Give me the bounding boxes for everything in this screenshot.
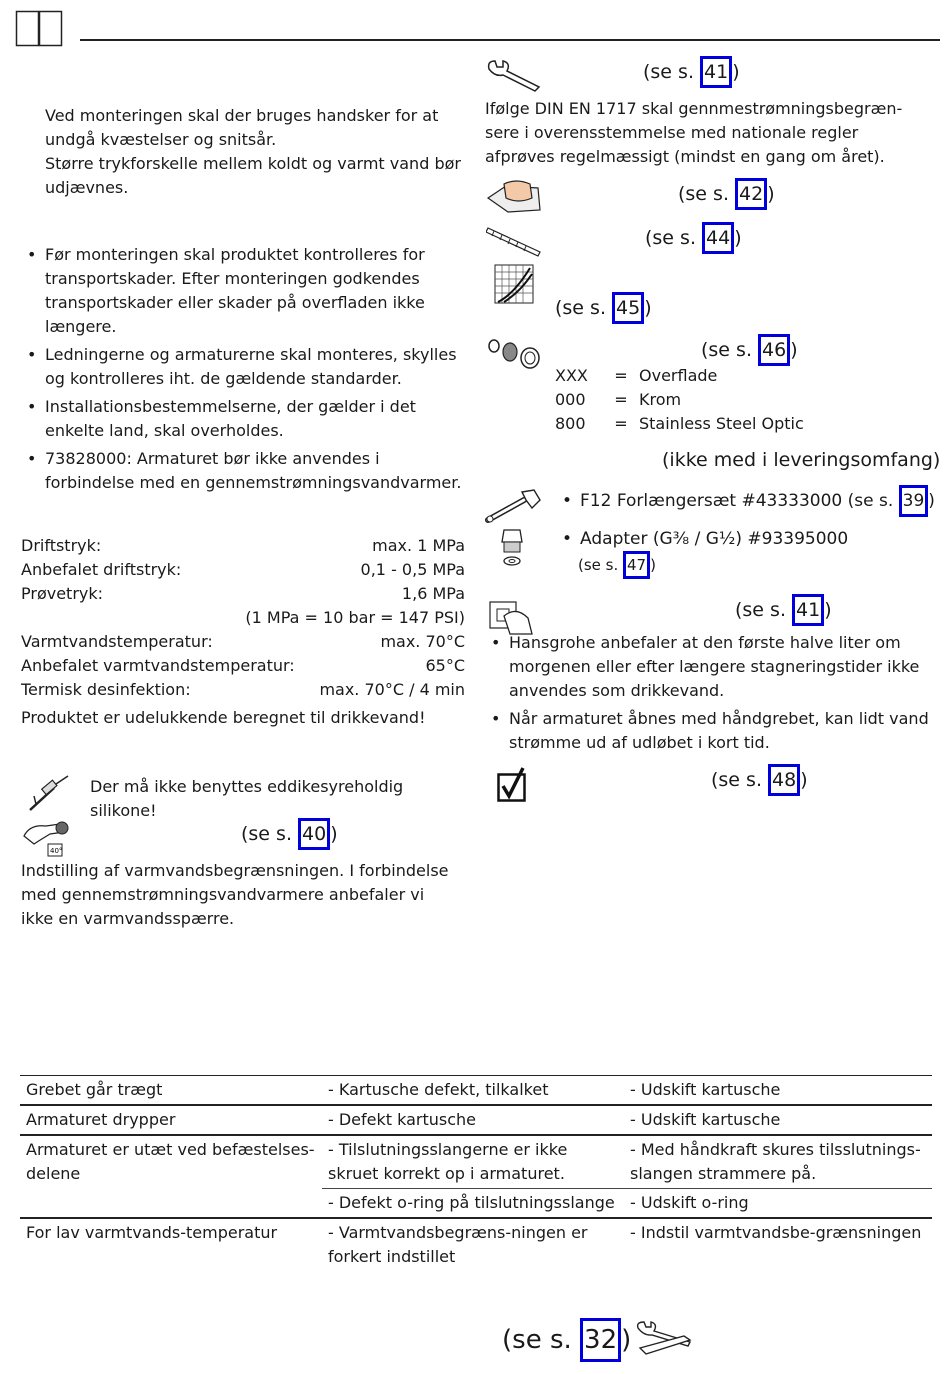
cause-cell: - Defekt kartusche	[328, 1110, 477, 1129]
spec-value: max. 70°C	[380, 632, 465, 651]
page-ref-link[interactable]: 48	[768, 764, 800, 796]
problem-cell: Grebet går trægt	[26, 1080, 163, 1099]
spec-list	[21, 534, 465, 730]
remedy-cell: - Indstil varmtvandsbe-grænsningen	[630, 1223, 922, 1242]
checkbox-icon	[497, 766, 527, 804]
accessory-2: • Adapter (G⅜ / G½) #93395000 (se s. 47 )	[560, 527, 848, 579]
page-ref-link[interactable]: 40	[298, 818, 330, 850]
ref-44: (se s. 44 )	[645, 222, 742, 254]
spec-row	[21, 534, 465, 558]
ref-41b: (se s. 41 )	[735, 594, 832, 626]
din-text: Ifølge DIN EN 1717 skal gennmestrømningsbegræn-sere i overensstemmelse med nationale regler afprøves regelmæssigt (mindst en gang om året).	[485, 99, 903, 166]
ref-45: (se s. 45 )	[555, 292, 652, 324]
safety-line: Ved monteringen skal der bruges handsker for at	[45, 106, 439, 125]
hand-lever-icon	[488, 596, 536, 636]
spec-row	[21, 630, 465, 654]
spec-row	[21, 582, 465, 606]
header-rule	[80, 39, 940, 41]
page-ref-link[interactable]: 32	[580, 1318, 621, 1362]
surface-row: 000 = Krom	[555, 390, 682, 409]
ruler-icon	[486, 222, 542, 258]
spec-label: Prøvetryk:	[21, 584, 104, 603]
ref-42: (se s. 42 )	[678, 178, 775, 210]
svg-text:40°: 40°	[50, 847, 63, 855]
cause-cell: - Defekt o-ring på tilslutningsslange	[322, 1189, 624, 1219]
safety-text	[45, 104, 470, 200]
cause-cell: - Varmtvandsbegræns-ningen er forkert indstillet	[328, 1223, 588, 1266]
table-row	[20, 1135, 932, 1189]
spec-value: max. 70°C / 4 min	[319, 680, 465, 699]
page-ref-link[interactable]: 46	[758, 334, 790, 366]
surface-row: 800 = Stainless Steel Optic	[555, 414, 804, 433]
problem-cell: For lav varmtvands-temperatur	[26, 1223, 278, 1242]
page-ref-link[interactable]: 41	[792, 594, 824, 626]
table-row	[20, 1076, 932, 1106]
surface-codes	[555, 364, 915, 436]
page-ref-link[interactable]: 44	[702, 222, 734, 254]
table-row	[20, 1105, 932, 1135]
spec-row	[21, 606, 465, 630]
hand-thermostat-icon	[20, 818, 72, 860]
ref-48: (se s. 48 )	[711, 764, 808, 796]
spec-value: 1,6 MPa	[401, 584, 465, 603]
silicone-note: Der må ikke benyttes eddikesyreholdig silikone!	[90, 777, 404, 820]
page-ref-link[interactable]: 45	[612, 292, 644, 324]
problem-cell: Armaturet er utæt ved befæstelses-delene	[26, 1140, 315, 1183]
spec-label: Anbefalet varmtvandstemperatur:	[21, 656, 295, 675]
remedy-cell: - Udskift kartusche	[630, 1080, 781, 1099]
ref-46: (se s. 46 )	[701, 334, 798, 366]
page-ref-link[interactable]: 47	[623, 551, 650, 579]
hand-cleaning-icon	[486, 178, 542, 214]
spec-row	[21, 678, 465, 702]
troubleshooting-table	[20, 1075, 932, 1271]
silicone-gun-icon	[24, 774, 72, 814]
list-item: • 73828000: Armaturet bør ikke anvendes i forbindelse med en gennemstrømningsvandvarmer.	[21, 447, 471, 495]
cause-cell: - Kartusche defekt, tilkalket	[328, 1080, 549, 1099]
safety-line: Større trykforskelle mellem koldt og varmt vand bør	[45, 154, 461, 173]
spec-label: Anbefalet driftstryk:	[21, 560, 182, 579]
spec-value: (1 MPa = 10 bar = 147 PSI)	[245, 608, 465, 627]
table-row	[20, 1189, 932, 1219]
remedy-cell: - Udskift kartusche	[630, 1110, 781, 1129]
footer-ref: (se s. 32 )	[502, 1318, 631, 1362]
parts-icon	[486, 338, 544, 370]
safety-line: udjævnes.	[45, 178, 129, 197]
list-item: • Ledningerne og armaturerne skal monteres, skylles og kontrolleres iht. de gældende standarder.	[21, 343, 471, 391]
page-ref-link[interactable]: 41	[700, 56, 732, 88]
spec-value: max. 1 MPa	[372, 536, 465, 555]
remedy-cell: - Med håndkraft skures tilsslutnings-slangen strammere på.	[630, 1140, 921, 1183]
table-row	[20, 1218, 932, 1271]
hot-limit-text: Indstilling af varmvandsbegrænsningen. I forbindelse med gennemstrømningsvandvarmere anbefaler vi ikke en varmvandsspærre.	[21, 861, 449, 928]
ref-40: (se s. 40 )	[241, 818, 338, 850]
accessory-1: • F12 Forlængersæt #43333000 (se s. 39 )	[560, 485, 935, 517]
surface-row: XXX = Overflade	[555, 366, 718, 385]
tools-icon	[634, 1320, 694, 1356]
list-item: • Når armaturet åbnes med håndgrebet, kan lidt vand strømme ud af udløbet i kort tid.	[485, 707, 930, 755]
wrench-icon	[485, 57, 543, 93]
problem-cell: Armaturet drypper	[26, 1110, 176, 1129]
cause-cell: - Tilslutningsslangerne er ikke skruet korrekt op i armaturet.	[328, 1140, 568, 1183]
spec-label: Driftstryk:	[21, 536, 102, 555]
list-item: • Før monteringen skal produktet kontrolleres for transportskader. Efter monteringen godkendes transportskader eller skader på overfladen ikke længere.	[21, 243, 471, 339]
spec-row	[21, 558, 465, 582]
adapter-icon	[498, 528, 526, 568]
ref-41a: (se s. 41 )	[643, 56, 740, 88]
problem-cell	[20, 1189, 322, 1219]
spec-value: 65°C	[425, 656, 465, 675]
spec-label: Varmtvandstemperatur:	[21, 632, 213, 651]
use-bullets	[485, 631, 930, 759]
flow-diagram-icon	[494, 264, 534, 304]
page-ref-link[interactable]: 39	[899, 485, 929, 517]
not-included-heading: (ikke med i leveringsomfang)	[662, 449, 941, 471]
book-icon	[15, 10, 63, 48]
spec-label: Termisk desinfektion:	[21, 680, 191, 699]
spec-value: 0,1 - 0,5 MPa	[360, 560, 465, 579]
safety-line: undgå kvæstelser og snitsår.	[45, 130, 277, 149]
extension-wrench-icon	[484, 486, 542, 526]
page-ref-link[interactable]: 42	[735, 178, 767, 210]
install-bullets	[21, 243, 471, 499]
list-item: • Hansgrohe anbefaler at den første halve liter om morgenen eller efter længere stagneringstider ikke anvendes som drikkevand.	[485, 631, 930, 703]
spec-row	[21, 654, 465, 678]
drinking-note: Produktet er udelukkende beregnet til drikkevand!	[21, 708, 426, 727]
remedy-cell: - Udskift o-ring	[624, 1189, 932, 1219]
list-item: • Installationsbestemmelserne, der gælder i det enkelte land, skal overholdes.	[21, 395, 471, 443]
